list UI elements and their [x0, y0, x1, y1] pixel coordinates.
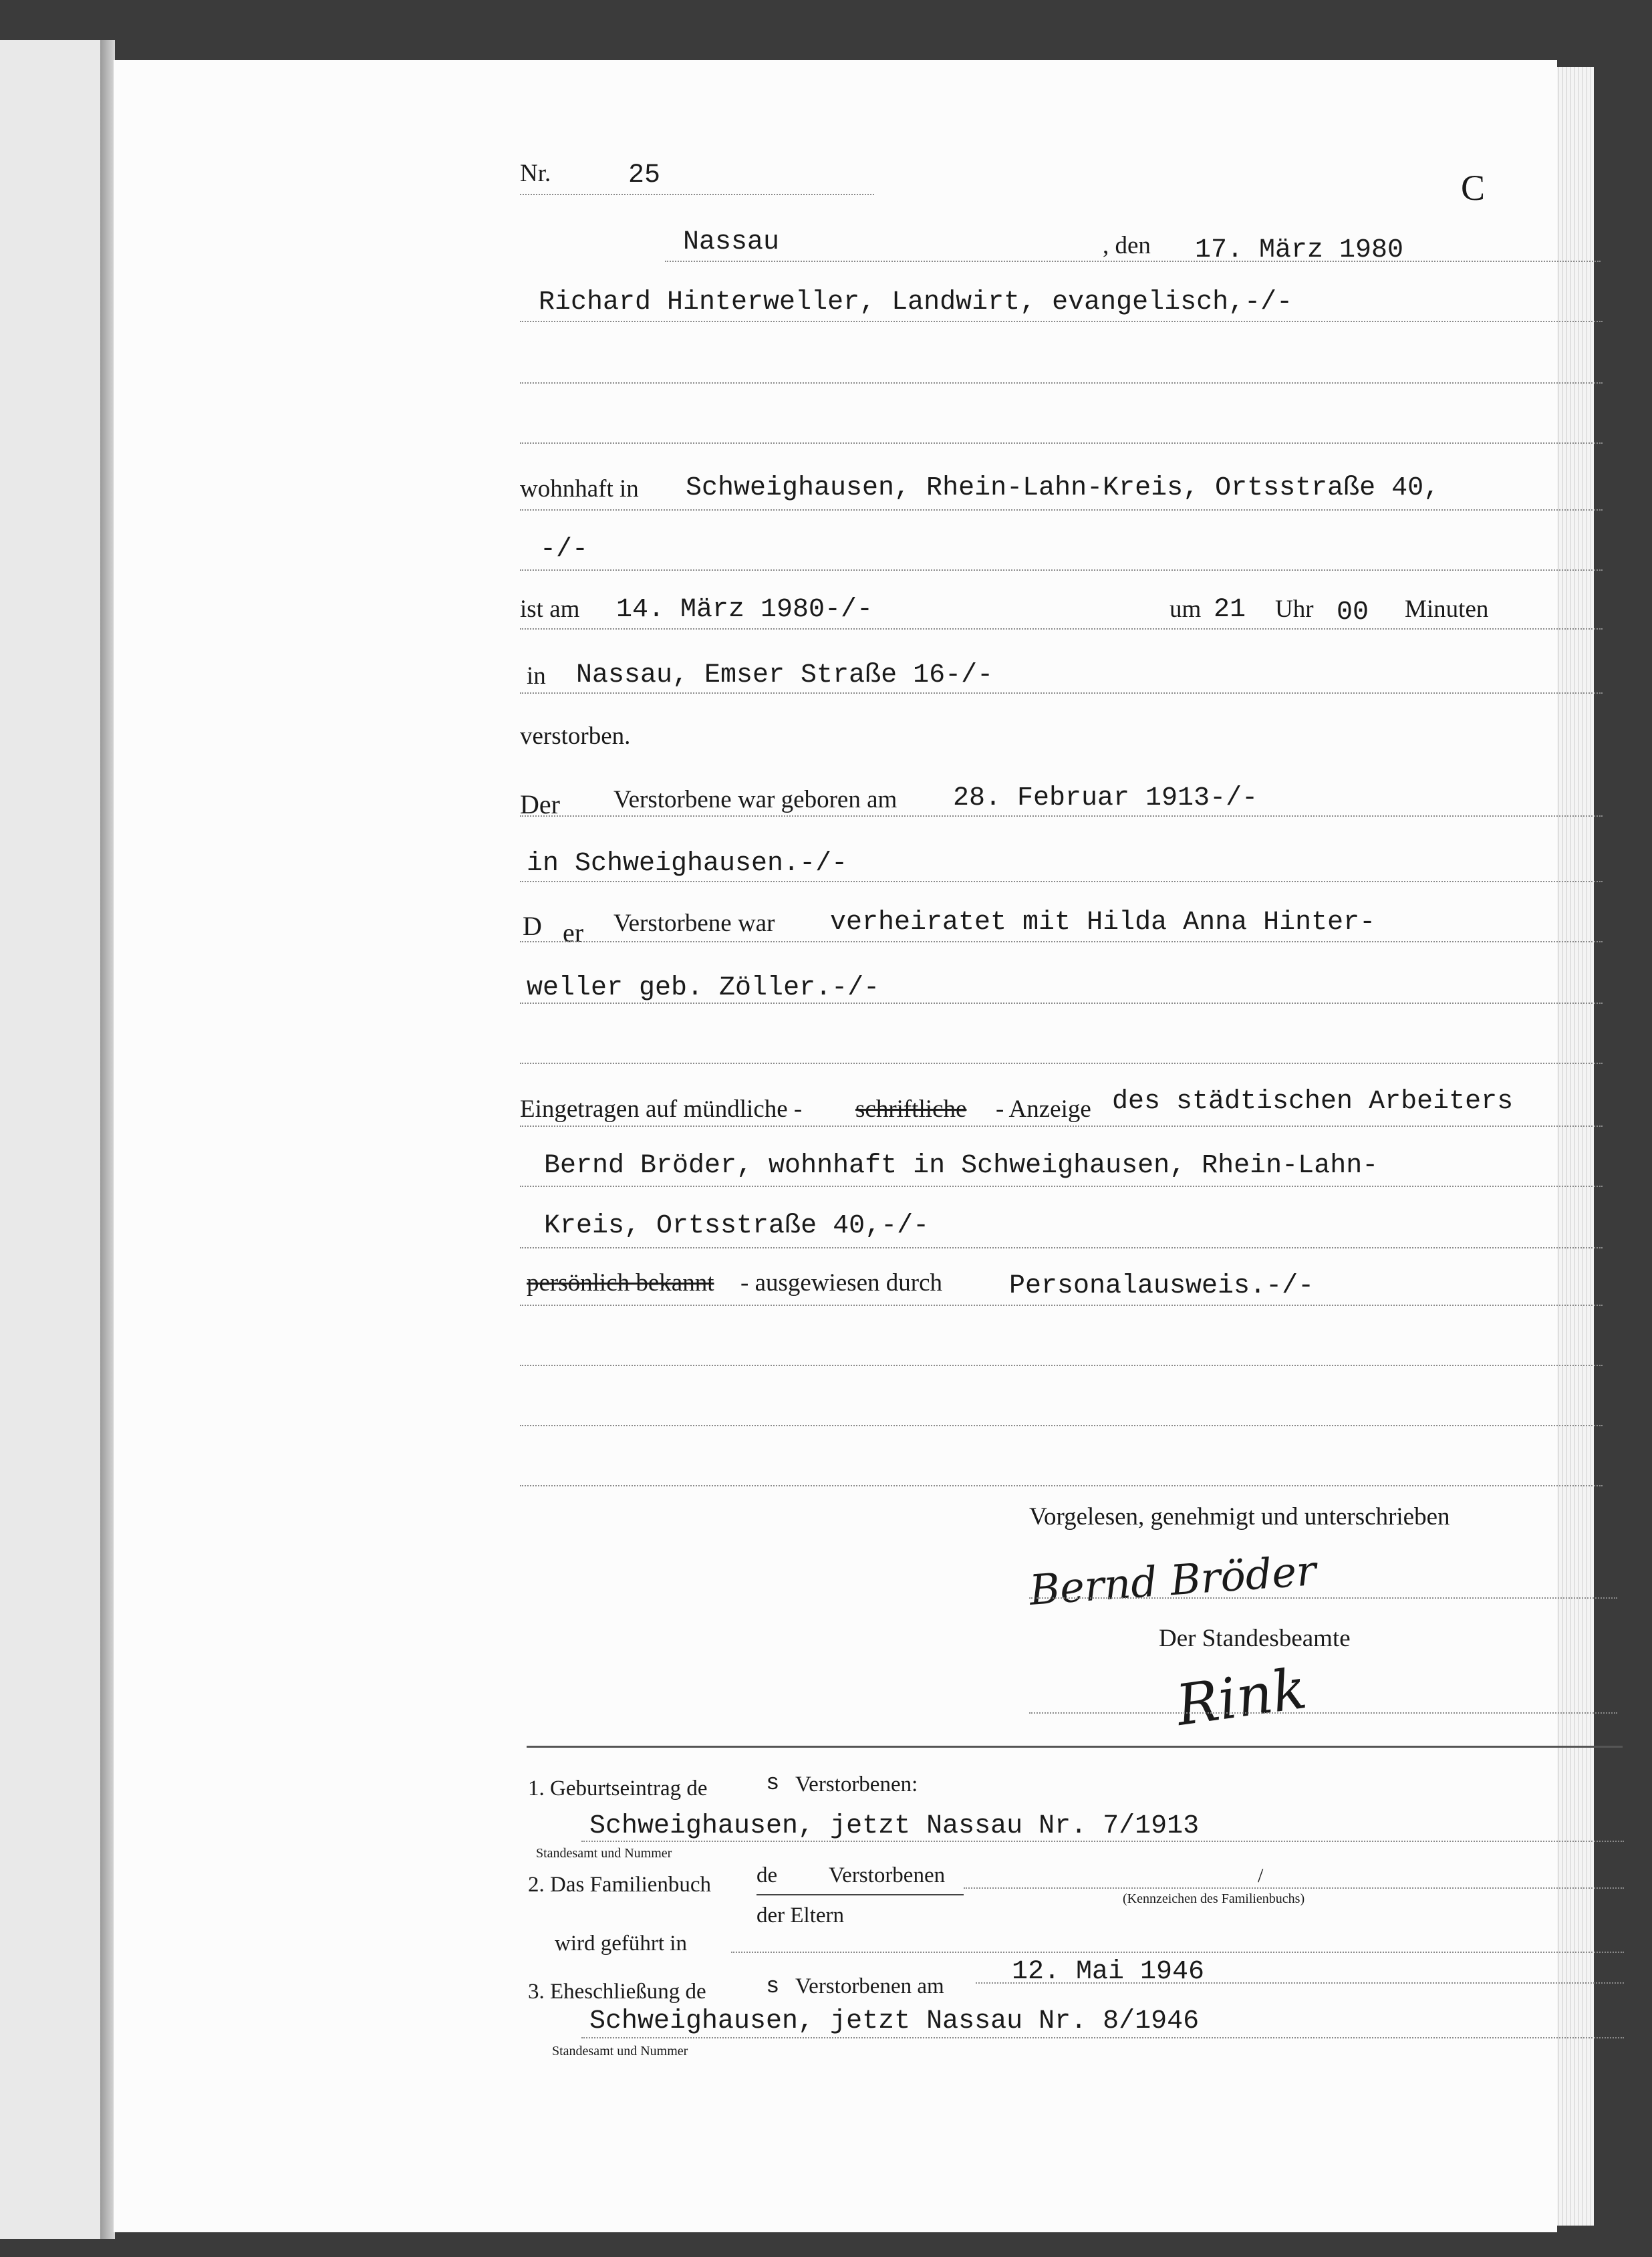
- left-facing-page: [0, 40, 102, 2239]
- marriage-date-line: [976, 1982, 1624, 1984]
- informant-line-1: des städtischen Arbeiters: [1112, 1087, 1514, 1117]
- registration-line-2: [520, 1186, 1603, 1187]
- d-label: D: [523, 911, 542, 941]
- footer-item-1-label: 1. Geburtseintrag de: [528, 1776, 708, 1801]
- registration-suffix: - Anzeige: [996, 1095, 1091, 1123]
- marriage-date: 12. Mai 1946: [1012, 1957, 1205, 1987]
- um-label: um: [1169, 595, 1202, 623]
- er-label: er: [563, 918, 584, 948]
- entry-number: 25: [628, 160, 661, 190]
- footer-item-3-suffix: Verstorbenen am: [795, 1974, 944, 1998]
- death-register-page: [114, 60, 1557, 2232]
- registrar-signature: Rink: [1172, 1655, 1311, 1739]
- birth-place: in Schweighausen.-/-: [527, 849, 848, 879]
- standesamt-label-1: Standesamt und Nummer: [536, 1846, 672, 1861]
- informant-signature-line: [1029, 1597, 1617, 1599]
- known-struck: persönlich bekannt: [527, 1269, 714, 1297]
- informant-line-3: Kreis, Ortsstraße 40,-/-: [544, 1211, 930, 1241]
- footer-item-2-eltern: der Eltern: [756, 1903, 845, 1928]
- footer-item-1-suffix: Verstorbenen:: [795, 1772, 918, 1797]
- registration-prefix: Eingetragen auf mündliche -: [520, 1095, 803, 1123]
- place-date-line: [665, 261, 1601, 262]
- nr-line: [520, 194, 874, 195]
- address-line-rule-2: [520, 569, 1603, 571]
- name-line: [520, 321, 1603, 322]
- den-label: , den: [1103, 232, 1151, 259]
- death-hour: 21: [1214, 595, 1246, 625]
- blank-line-1: [520, 382, 1603, 384]
- ausgewiesen-label: - ausgewiesen durch: [740, 1269, 943, 1297]
- form-code: C: [1461, 168, 1486, 208]
- address-line-rule-1: [520, 509, 1603, 511]
- war-label: Verstorbene war: [613, 910, 775, 937]
- informant-signature: Bernd Bröder: [1027, 1546, 1318, 1615]
- marriage-entry-reference: Schweighausen, jetzt Nassau Nr. 8/1946: [589, 2006, 1200, 2036]
- familienbuch-line: [964, 1887, 1624, 1889]
- death-date-line: [520, 628, 1603, 630]
- footer-item-3-label: 3. Eheschließung de: [528, 1980, 706, 2004]
- nr-label: Nr.: [520, 160, 551, 187]
- address-line-1: Schweighausen, Rhein-Lahn-Kreis, Ortsstraße 40,: [686, 473, 1440, 503]
- wird-gefuehrt-line: [731, 1952, 1624, 1953]
- deceased-name-line: Richard Hinterweller, Landwirt, evangelisch,-/-: [539, 287, 1293, 317]
- marital-line-2: [520, 1003, 1603, 1004]
- in-label: in: [527, 662, 546, 690]
- wohnhaft-label: wohnhaft in: [520, 475, 639, 503]
- id-line: [520, 1305, 1603, 1306]
- footer-item-2-verstorbenen: Verstorbenen: [829, 1863, 946, 1887]
- registrar-signature-line: [1029, 1712, 1617, 1714]
- blank-line-3: [520, 1063, 1603, 1064]
- der-label: Der: [520, 789, 560, 819]
- footer-item-2-de: de: [756, 1863, 778, 1887]
- verstorbenen-underline: [756, 1894, 964, 1895]
- registry-place: Nassau: [683, 227, 780, 257]
- standesamt-label-2: Standesamt und Nummer: [552, 2044, 688, 2059]
- geboren-label: Verstorbene war geboren am: [613, 786, 898, 813]
- death-date: 14. März 1980-/-: [616, 595, 873, 625]
- birth-entry-reference: Schweighausen, jetzt Nassau Nr. 7/1913: [589, 1811, 1200, 1841]
- registration-line-3: [520, 1247, 1603, 1248]
- informant-line-2: Bernd Bröder, wohnhaft in Schweighausen, Rhein-Lahn-: [544, 1151, 1379, 1181]
- registrar-label: Der Standesbeamte: [1159, 1625, 1351, 1652]
- registry-date: 17. März 1980: [1195, 235, 1404, 265]
- kennzeichen-label: (Kennzeichen des Familienbuchs): [1123, 1891, 1305, 1906]
- death-place-line: [520, 692, 1603, 694]
- ist-am-label: ist am: [520, 595, 580, 623]
- footer-divider: [527, 1746, 1623, 1748]
- marital-line-1: [520, 941, 1603, 942]
- wird-gefuehrt-label: wird geführt in: [555, 1932, 687, 1956]
- uhr-label: Uhr: [1275, 595, 1314, 623]
- birth-date: 28. Februar 1913-/-: [953, 783, 1258, 813]
- address-line-2: -/-: [540, 535, 589, 565]
- blank-line-4: [520, 1365, 1603, 1366]
- footer-item-3-s: s: [766, 1974, 780, 2000]
- read-approved-label: Vorgelesen, genehmigt und unterschrieben: [1029, 1503, 1450, 1531]
- blank-line-6: [520, 1485, 1603, 1486]
- blank-line-2: [520, 442, 1603, 444]
- birth-date-line: [520, 815, 1603, 817]
- footer-item-1-s: s: [766, 1771, 780, 1797]
- marriage-entry-line: [581, 2037, 1624, 2038]
- footer-item-2-label: 2. Das Familienbuch: [528, 1873, 712, 1897]
- registration-struck-word: schriftliche: [855, 1095, 967, 1123]
- marital-status-line-2: weller geb. Zöller.-/-: [527, 973, 880, 1003]
- birth-entry-line: [581, 1841, 1624, 1842]
- death-place: Nassau, Emser Straße 16-/-: [576, 660, 994, 690]
- book-gutter: [100, 40, 115, 2239]
- registration-line-1: [520, 1125, 1603, 1127]
- familienbuch-slash: /: [1258, 1865, 1264, 1887]
- blank-line-5: [520, 1425, 1603, 1426]
- minuten-label: Minuten: [1405, 595, 1489, 623]
- verstorben-label: verstorben.: [520, 722, 631, 750]
- marital-status-line-1: verheiratet mit Hilda Anna Hinter-: [830, 908, 1376, 938]
- id-document: Personalausweis.-/-: [1009, 1271, 1315, 1301]
- birth-place-line: [520, 881, 1603, 882]
- death-minutes: 00: [1337, 598, 1369, 628]
